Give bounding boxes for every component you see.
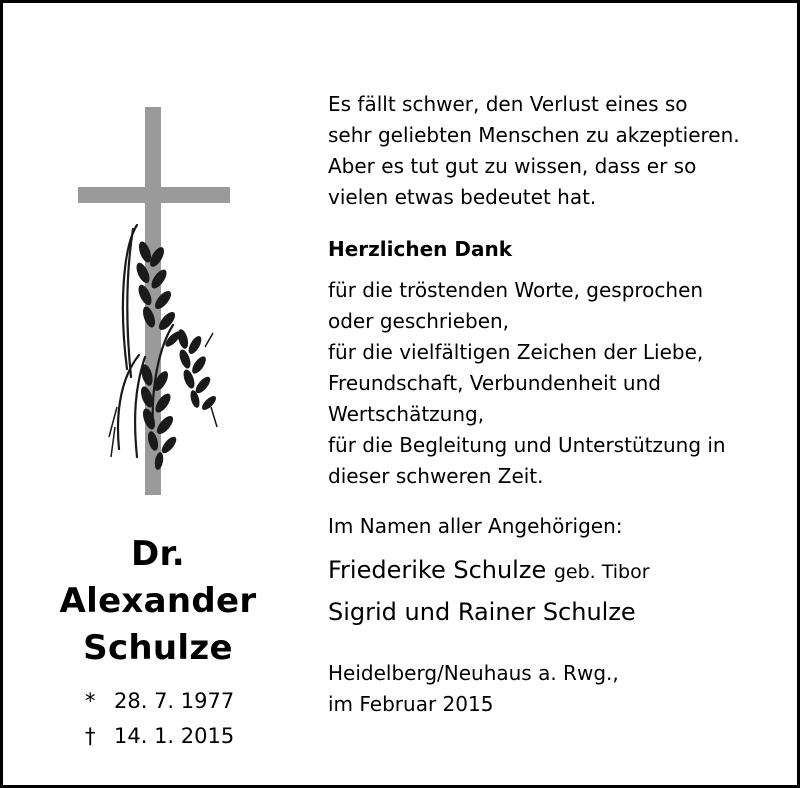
signatory — [328, 592, 788, 632]
thanks-text: für die tröstenden Worte, gesprochen oder geschrieben, für die vielfältigen Zeichen der Liebe, Freundschaft, Verbundenheit und Wertschätzung, für die Begleitung und Unterstützung in dieser schweren Zeit. — [328, 278, 726, 488]
signature-intro: Im Namen aller Angehörigen: — [328, 514, 623, 538]
birth-star-icon: * — [85, 689, 96, 713]
name-title: Dr. — [131, 534, 185, 574]
death-date: 14. 1. 2015 — [114, 724, 235, 748]
notice-text — [328, 89, 788, 720]
poem: Es fällt schwer, den Verlust eines so sehr geliebten Menschen zu akzeptieren. Aber es tut gut zu wissen, dass er so vielen etwas bedeutet hat. — [328, 92, 740, 209]
birth-date: 28. 7. 1977 — [114, 689, 235, 713]
cross-with-wheat-icon — [75, 107, 235, 497]
death-dagger-icon: † — [85, 724, 96, 748]
signatory-suffix: geb. Tibor — [553, 561, 650, 583]
death-line — [33, 719, 283, 754]
name-first: Alexander — [59, 581, 257, 621]
life-dates — [33, 684, 283, 754]
signatories — [328, 550, 788, 632]
thanks-heading: Herzlichen Dank — [328, 237, 513, 261]
signatory-name: Friederike Schulze — [328, 556, 547, 584]
birth-line — [33, 684, 283, 719]
signatory-name: Sigrid und Rainer Schulze — [328, 598, 636, 626]
signatory — [328, 550, 788, 592]
name-last: Schulze — [83, 628, 233, 668]
cross-horizontal-beam — [78, 187, 230, 203]
deceased-name — [33, 531, 283, 672]
place-date: Heidelberg/Neuhaus a. Rwg., im Februar 2015 — [328, 661, 619, 716]
wheat-ear-right — [176, 328, 218, 412]
